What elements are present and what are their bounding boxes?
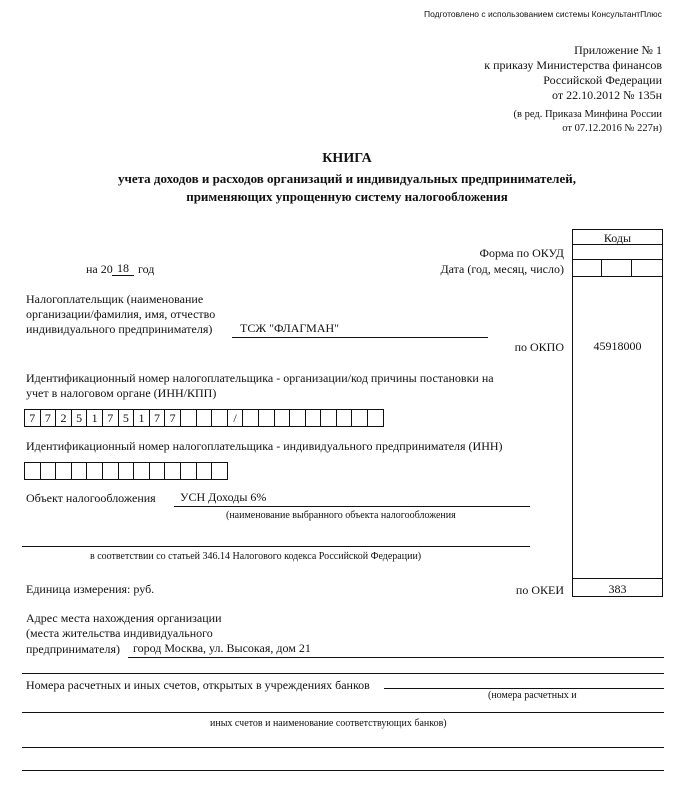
inn-digit-cell: 7 (24, 409, 41, 427)
inn-digit-cell (180, 409, 197, 427)
inn-ip-digit-cell (102, 462, 119, 480)
okud-label: Форма по ОКУД (479, 246, 564, 260)
inn-digit-cell (211, 409, 228, 427)
address-label3: предпринимателя) (26, 642, 120, 656)
accounts-caption1: (номера расчетных и (488, 690, 577, 701)
inn-ip-digit-cell (24, 462, 41, 480)
appendix-line2: к приказу Министерства финансов (484, 58, 662, 72)
inn-ip-digit-cell (118, 462, 135, 480)
codes-row-line (572, 259, 663, 260)
taxpayer-label1: Налогоплательщик (наименование (26, 292, 204, 306)
address-label2: (места жительства индивидуального (26, 626, 213, 640)
inn-separator-cell: / (227, 409, 244, 427)
appendix-amend2: от 07.12.2016 № 227н) (562, 123, 662, 134)
inn-digit-cell: 2 (55, 409, 72, 427)
codes-column (572, 229, 663, 597)
object-law: в соответствии со статьей 346.14 Налогового кодекса Российской Федерации) (90, 551, 422, 562)
inn-digit-cell: 1 (133, 409, 150, 427)
codes-row-line (572, 578, 663, 579)
unit-label: Единица измерения: руб. (26, 582, 155, 596)
inn-ip-digit-cell (164, 462, 181, 480)
year-suffix: год (138, 262, 155, 276)
address-underline (128, 657, 664, 658)
inn-digit-cell (196, 409, 213, 427)
inn-ip-digit-cell (180, 462, 197, 480)
inn-ip-digit-cell (149, 462, 166, 480)
book-subtitle-line2: учета доходов и расходов организаций и индивидуальных предпринимателей, (118, 171, 576, 186)
taxpayer-label3: индивидуального предпринимателя) (26, 322, 213, 336)
inn-ip-digit-cell (133, 462, 150, 480)
inn-ip-digit-cell (196, 462, 213, 480)
inn-ip-label: Идентификационный номер налогоплательщика - индивидуального предпринимателя (ИНН) (26, 439, 503, 453)
date-divider (601, 259, 602, 276)
inn-org-label2: учет в налоговом органе (ИНН/КПП) (26, 386, 217, 400)
accounts-label: Номера расчетных и иных счетов, открытых в учреждениях банков (26, 678, 370, 692)
taxpayer-label2: организации/фамилия, имя, отчество (26, 307, 216, 321)
address-underline-2 (22, 673, 664, 674)
kpp-digit-cell (351, 409, 368, 427)
book-title: КНИГА (322, 151, 372, 166)
appendix-line1: Приложение № 1 (574, 43, 662, 57)
kpp-digit-cell (274, 409, 291, 427)
year-prefix: на 20 (86, 262, 113, 276)
object-caption: (наименование выбранного объекта налогообложения (226, 510, 456, 521)
kpp-digit-cell (242, 409, 259, 427)
address-label1: Адрес места нахождения организации (26, 611, 222, 625)
taxpayer-value: ТСЖ "ФЛАГМАН" (240, 321, 340, 335)
inn-digit-cell: 1 (86, 409, 103, 427)
accounts-underline (384, 688, 664, 689)
appendix-line4: от 22.10.2012 № 135н (552, 88, 662, 102)
inn-digit-cell: 5 (118, 409, 135, 427)
inn-digit-cell: 7 (40, 409, 57, 427)
appendix-amend1: (в ред. Приказа Минфина России (513, 109, 662, 120)
header-note: Подготовлено с использованием системы КонсультантПлюс (424, 9, 662, 19)
kpp-digit-cell (367, 409, 384, 427)
inn-digit-cell: 7 (164, 409, 181, 427)
year-value: 18 (117, 261, 129, 275)
object-value: УСН Доходы 6% (180, 490, 267, 504)
accounts-caption2: иных счетов и наименование соответствующих банков) (210, 718, 447, 729)
year-underline (112, 275, 134, 276)
date-label: Дата (год, месяц, число) (440, 262, 564, 276)
appendix-line3: Российской Федерации (543, 73, 662, 87)
okpo-value: 45918000 (593, 339, 642, 353)
book-subtitle-line3: применяющих упрощенную систему налогообложения (186, 189, 508, 204)
date-divider (631, 259, 632, 276)
okpo-label: по ОКПО (514, 340, 564, 354)
address-value: город Москва, ул. Высокая, дом 21 (133, 641, 311, 655)
object-label: Объект налогообложения (26, 491, 156, 505)
inn-ip-digit-cell (40, 462, 57, 480)
inn-digit-cell: 7 (102, 409, 119, 427)
inn-ip-digit-cell (86, 462, 103, 480)
inn-ip-cells (24, 462, 227, 480)
kpp-digit-cell (258, 409, 275, 427)
inn-ip-digit-cell (55, 462, 72, 480)
okei-value: 383 (608, 582, 627, 596)
inn-digit-cell: 5 (71, 409, 88, 427)
accounts-underline-2 (22, 712, 664, 713)
taxpayer-underline (232, 337, 488, 338)
okei-label: по ОКЕИ (515, 583, 564, 597)
kpp-digit-cell (320, 409, 337, 427)
kpp-digit-cell (336, 409, 353, 427)
inn-ip-digit-cell (211, 462, 228, 480)
inn-org-cells (24, 409, 383, 427)
codes-row-line (572, 244, 663, 245)
inn-org-label1: Идентификационный номер налогоплательщика - организации/код причины постановки на (26, 371, 494, 385)
kpp-digit-cell (305, 409, 322, 427)
kpp-digit-cell (289, 409, 306, 427)
accounts-underline-4 (22, 770, 664, 771)
inn-digit-cell: 7 (149, 409, 166, 427)
codes-row-line (572, 276, 663, 277)
accounts-underline-3 (22, 747, 664, 748)
object-underline (174, 506, 530, 507)
inn-ip-digit-cell (71, 462, 88, 480)
codes-header: Коды (603, 231, 632, 245)
object-underline-2 (22, 546, 530, 547)
